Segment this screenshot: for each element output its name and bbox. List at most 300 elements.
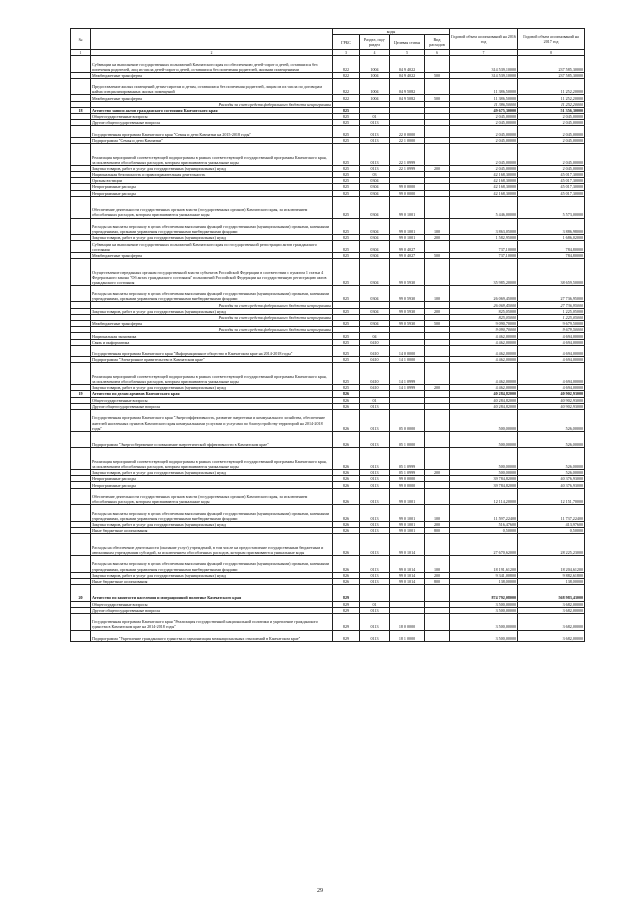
cell-amount-2017: 3 886,98000 (518, 218, 585, 235)
cell-razdel: 1004 (360, 56, 390, 73)
cell-razdel: 0113 (360, 165, 390, 171)
cell-razdel: 0410 (360, 385, 390, 391)
cell-razdel: 0410 (360, 339, 390, 345)
row-number (71, 630, 91, 641)
cell-amount-2016: 825,05000 (450, 308, 518, 314)
cell-expense-type: 100 (425, 556, 450, 573)
table-row (71, 241, 585, 252)
cell-amount-2017: 2 045,00000 (518, 165, 585, 171)
cell-razdel: 0113 (360, 578, 390, 584)
cell-amount-2016: 11 386,50000 (450, 101, 518, 107)
cell-grbs: 826 (333, 572, 360, 578)
cell-razdel: 1004 (360, 78, 390, 95)
cell-razdel: 01 (360, 114, 390, 120)
cell-razdel: 0113 (360, 476, 390, 482)
cell-razdel: 0304 (360, 178, 390, 184)
header-grbs: ГРБС (333, 35, 360, 50)
cell-amount-2016: 3 863,05000 (450, 218, 518, 235)
cell-amount-2016: 4 462,00000 (450, 363, 518, 385)
cell-grbs: 825 (333, 165, 360, 171)
cell-amount-2016: 737,10000 (450, 252, 518, 258)
cell-razdel: 0113 (360, 431, 390, 448)
cell-grbs: 826 (333, 578, 360, 584)
cell-razdel: 01 (360, 397, 390, 403)
row-name: Другие общегосударственные вопросы (91, 403, 333, 409)
cell-amount-2016: 27 670,62000 (450, 534, 518, 556)
cell-target-article: 04 9 5082 (390, 95, 425, 101)
cell-razdel: 0304 (360, 241, 390, 252)
cell-grbs: 825 (333, 235, 360, 241)
row-name: Непрограммные расходы (91, 482, 333, 488)
cell-grbs: 822 (333, 72, 360, 78)
cell-expense-type (425, 363, 450, 385)
row-number (71, 448, 91, 470)
cell-grbs: 825 (333, 339, 360, 345)
cell-grbs: 825 (333, 120, 360, 126)
row-name: Иные бюджетные ассигнования (91, 578, 333, 584)
cell-amount-2016: 3 500,00000 (450, 613, 518, 630)
cell-expense-type: 500 (425, 95, 450, 101)
cell-amount-2017: 237 585,30000 (518, 72, 585, 78)
row-name: Иные бюджетные ассигнования (91, 528, 333, 534)
cell-amount-2016: 2 045,00000 (450, 120, 518, 126)
cell-amount-2016: 12 114,20000 (450, 488, 518, 505)
col-number: 2 (91, 50, 333, 56)
cell-grbs: 826 (333, 470, 360, 476)
cell-amount-2017: 2 045,00000 (518, 114, 585, 120)
table-row (71, 78, 585, 95)
table-row (71, 56, 585, 73)
cell-razdel: 1004 (360, 72, 390, 78)
cell-razdel: 0113 (360, 528, 390, 534)
table-row (71, 448, 585, 470)
cell-grbs: 822 (333, 95, 360, 101)
row-name: Непрограммные расходы (91, 190, 333, 196)
cell-amount-2017: 4 694,00000 (518, 339, 585, 345)
cell-amount-2016: 11 386,50000 (450, 95, 518, 101)
cell-target-article: 22 0 0000 (390, 126, 425, 137)
cell-amount-2017: 526,00000 (518, 431, 585, 448)
cell-target-article: 14 1 0999 (390, 363, 425, 385)
row-name: Государственная программа Камчатского края "Семья и дети Камчатки на 2015-2018 годы" (91, 126, 333, 137)
cell-razdel: 0113 (360, 126, 390, 137)
cell-target-article: 22 1 0000 (390, 137, 425, 143)
cell-amount-2017: 11 252,20000 (518, 78, 585, 95)
cell-amount-2017: 4 694,00000 (518, 363, 585, 385)
cell-target-article: 99 0 0000 (390, 190, 425, 196)
row-number (71, 556, 91, 573)
cell-grbs: 825 (333, 184, 360, 190)
cell-amount-2017: 4 694,00000 (518, 345, 585, 356)
cell-grbs: 825 (333, 143, 360, 165)
cell-amount-2016: 35 985,20000 (450, 258, 518, 285)
cell-grbs: 826 (333, 391, 360, 397)
cell-razdel: 0113 (360, 143, 390, 165)
cell-target-article: 99 0 1014 (390, 534, 425, 556)
cell-amount-2017: 51 356,30000 (518, 107, 585, 113)
table-row (71, 431, 585, 448)
cell-target-article: 05 1 0000 (390, 431, 425, 448)
cell-target-article: 99 0 0000 (390, 482, 425, 488)
cell-amount-2016: 2 045,00000 (450, 114, 518, 120)
cell-grbs: 826 (333, 482, 360, 488)
cell-expense-type (425, 78, 450, 95)
row-name: Обеспечение деятельности государственных органов власти (государственных органов) Камчатского края, за исключением обособленных расходов, которым присваиваются уникальные коды (91, 196, 333, 218)
cell-amount-2016: 40 284,82000 (450, 391, 518, 397)
cell-grbs: 826 (333, 556, 360, 573)
cell-amount-2016: 500,00000 (450, 470, 518, 476)
col-number: 5 (390, 50, 425, 56)
header-vr: Вид расходов (425, 35, 450, 50)
cell-razdel: 0410 (360, 345, 390, 356)
cell-grbs: 825 (333, 357, 360, 363)
cell-razdel: 0304 (360, 308, 390, 314)
row-name: Непрограммные расходы (91, 184, 333, 190)
cell-razdel: 0113 (360, 521, 390, 527)
cell-amount-2017: 1 225,05000 (518, 314, 585, 320)
cell-razdel: 04 (360, 333, 390, 339)
cell-grbs: 826 (333, 448, 360, 470)
cell-amount-2017: 45 017,30000 (518, 178, 585, 184)
cell-expense-type: 100 (425, 505, 450, 522)
row-name: Национальная экономика (91, 333, 333, 339)
row-number (71, 241, 91, 252)
cell-amount-2016: 42 168,30000 (450, 190, 518, 196)
cell-expense-type (425, 613, 450, 630)
cell-grbs: 829 (333, 630, 360, 641)
cell-razdel: 0113 (360, 505, 390, 522)
cell-grbs: 822 (333, 56, 360, 73)
col-number: 7 (450, 50, 518, 56)
cell-amount-2017: 0,50000 (518, 528, 585, 534)
table-row (71, 126, 585, 137)
cell-expense-type (425, 126, 450, 137)
row-number (71, 409, 91, 431)
cell-razdel: 0113 (360, 137, 390, 143)
cell-grbs: 825 (333, 321, 360, 327)
row-name: Межбюджетные трансферты (91, 321, 333, 327)
cell-razdel: 0304 (360, 196, 390, 218)
cell-amount-2016: 500,00000 (450, 448, 518, 470)
cell-razdel: 0304 (360, 321, 390, 327)
cell-amount-2017: 11 252,20000 (518, 95, 585, 101)
cell-grbs: 825 (333, 241, 360, 252)
cell-target-article: 99 0 1001 (390, 521, 425, 527)
cell-amount-2017: 526,00000 (518, 470, 585, 476)
cell-amount-2016: 11 386,50000 (450, 78, 518, 95)
cell-amount-2017: 9 679,50000 (518, 327, 585, 333)
cell-expense-type (425, 258, 450, 285)
cell-grbs: 825 (333, 285, 360, 302)
cell-razdel: 0113 (360, 630, 390, 641)
cell-amount-2017: 3 682,00000 (518, 601, 585, 607)
cell-expense-type (425, 488, 450, 505)
cell-target-article: 99 0 5930 (390, 258, 425, 285)
row-name: Закупка товаров, работ и услуг для государственных (муниципальных) нужд (91, 308, 333, 314)
row-name: Государственная программа Камчатского края "Информационное общество в Камчатском крае на 2014-2018 годы" (91, 345, 333, 356)
cell-grbs: 825 (333, 252, 360, 258)
header-razdel: Раздел, под-раздел (360, 35, 390, 50)
cell-amount-2016: 42 168,30000 (450, 171, 518, 177)
table-row (71, 613, 585, 630)
cell-grbs: 825 (333, 363, 360, 385)
row-number (71, 505, 91, 522)
cell-amount-2016: 2 045,00000 (450, 143, 518, 165)
cell-target-article: 99 0 1001 (390, 196, 425, 218)
cell-expense-type (425, 409, 450, 431)
row-name: Подпрограмма "Электронное правительство в Камчатском крае" (91, 357, 333, 363)
cell-target-article (390, 584, 425, 601)
row-name: Предоставление жилых помещений детям-сиротам и детям, оставшимся без попечения родителей, лицам из их числа по договорам найма специализированных жилых помещений (91, 78, 333, 95)
row-name: Подпрограмма "Энергосбережение и повышение энергетической эффективности в Камчатском крае" (91, 431, 333, 448)
row-name: Закупка товаров, работ и услуг для государственных (муниципальных) нужд (91, 470, 333, 476)
header-cs: Целевая статья (390, 35, 425, 50)
cell-target-article: 99 0 1001 (390, 528, 425, 534)
cell-amount-2017: 38 659,50000 (518, 258, 585, 285)
cell-expense-type: 200 (425, 470, 450, 476)
cell-razdel: 0113 (360, 607, 390, 613)
row-name: Осуществление переданных органам государственной власти субъектов Российской Федерации в соответствии с пунктом 1 статьи 4 Федерального закона "Об актах гражданского состояния" полномочий Российской Федерации на государственную регистрацию актов гражданского состояния (91, 258, 333, 285)
table-row (71, 345, 585, 356)
cell-target-article: 14 1 0999 (390, 385, 425, 391)
row-name: Органы юстиции (91, 178, 333, 184)
cell-razdel: 0113 (360, 120, 390, 126)
row-name: Общегосударственные вопросы (91, 397, 333, 403)
row-name: Субвенции на выполнение государственных полномочий Камчатского края по обеспечению детей-сирот и детей, оставшихся без попечения родителей, лиц из числа детей-сирот и детей, оставшихся без попечения родителей, жилыми помещениями (91, 56, 333, 73)
cell-target-article: 99 0 1001 (390, 218, 425, 235)
row-name: Агентство по занятости населения и миграционной политике Камчатского края (91, 584, 333, 601)
row-name: Реализация мероприятий соответствующей подпрограммы в рамках соответствующей государственной программы Камчатского края, за исключением обособленных расходов, которым присваиваются уникальные коды (91, 448, 333, 470)
cell-target-article: 99 0 1001 (390, 488, 425, 505)
cell-target-article: 99 0 0000 (390, 476, 425, 482)
cell-amount-2016: 825,05000 (450, 314, 518, 320)
cell-grbs: 826 (333, 488, 360, 505)
row-name: Закупка товаров, работ и услуг для государственных (муниципальных) нужд (91, 572, 333, 578)
row-name: Закупка товаров, работ и услуг для государственных (муниципальных) нужд (91, 385, 333, 391)
row-name: Национальная безопасность и правоохранительная деятельность (91, 171, 333, 177)
cell-amount-2017: 12 151,70000 (518, 488, 585, 505)
cell-razdel: 0304 (360, 184, 390, 190)
cell-target-article: 22 1 0999 (390, 165, 425, 171)
cell-razdel: 0410 (360, 363, 390, 385)
cell-amount-2017: 45 017,30000 (518, 171, 585, 177)
row-name: Государственная программа Камчатского края "Энергоэффективность, развитие энергетики и коммунального хозяйства, обеспечение жителей населенных пунктов Камчатского края коммунальными услугами и услугами по благоустройству территорий на 2014-2018 годы" (91, 409, 333, 431)
cell-grbs: 825 (333, 196, 360, 218)
cell-razdel: 0410 (360, 357, 390, 363)
cell-target-article: 14 0 0000 (390, 345, 425, 356)
cell-grbs: 826 (333, 505, 360, 522)
cell-amount-2016: 40 284,82000 (450, 397, 518, 403)
cell-amount-2016: 9 341,00800 (450, 572, 518, 578)
table-body (71, 56, 585, 642)
cell-target-article: 99 0 4027 (390, 252, 425, 258)
cell-grbs: 825 (333, 178, 360, 184)
table-row (71, 409, 585, 431)
cell-expense-type: 500 (425, 252, 450, 258)
cell-grbs: 825 (333, 190, 360, 196)
row-number: 18 (71, 107, 91, 113)
cell-amount-2016: 26 069,45000 (450, 285, 518, 302)
cell-amount-2016: 3 500,00000 (450, 630, 518, 641)
cell-amount-2017: 2 045,00000 (518, 120, 585, 126)
row-name: Закупка товаров, работ и услуг для государственных (муниципальных) нужд (91, 165, 333, 171)
cell-amount-2016: 4 462,00000 (450, 339, 518, 345)
cell-amount-2017: 45 017,30000 (518, 184, 585, 190)
cell-expense-type (425, 431, 450, 448)
header-2017: Годовой объем ассигнований на 2017 год (518, 29, 585, 50)
cell-amount-2017: 138,00000 (518, 578, 585, 584)
cell-expense-type (425, 56, 450, 73)
row-number: 20 (71, 584, 91, 601)
cell-amount-2016: 314 539,10000 (450, 56, 518, 73)
cell-amount-2017: 2 045,00000 (518, 126, 585, 137)
row-name: Межбюджетные трансферты (91, 252, 333, 258)
cell-amount-2017: 40 902,93000 (518, 397, 585, 403)
row-name: Расходы за счет средств федерального бюджета неирограммы (91, 101, 333, 107)
cell-amount-2016: 49 675,30000 (450, 107, 518, 113)
cell-razdel: 0304 (360, 218, 390, 235)
cell-expense-type: 200 (425, 521, 450, 527)
row-number (71, 431, 91, 448)
cell-razdel: 0304 (360, 252, 390, 258)
cell-expense-type (425, 345, 450, 356)
row-name: Расходы на выплаты персоналу в целях обеспечения выполнения функций государственными (муниципальными) органами, казенными учреждениями, органами управления государственными внебюджетными фондами (91, 285, 333, 302)
row-number (71, 78, 91, 95)
cell-grbs: 826 (333, 521, 360, 527)
cell-expense-type (425, 143, 450, 165)
cell-target-article: 14 1 0000 (390, 357, 425, 363)
table-row (71, 363, 585, 385)
col-number: 4 (360, 50, 390, 56)
cell-amount-2016: 737,10000 (450, 241, 518, 252)
cell-amount-2017: 237 585,30000 (518, 56, 585, 73)
cell-expense-type (425, 630, 450, 641)
row-name: Расходы за счет средств федерального бюджета непрограммы (91, 314, 333, 320)
col-number: 3 (333, 50, 360, 56)
cell-target-article: 99 0 5930 (390, 321, 425, 327)
cell-amount-2016: 3 500,00000 (450, 601, 518, 607)
cell-target-article: 99 0 1001 (390, 505, 425, 522)
cell-razdel: 0113 (360, 613, 390, 630)
row-name: Расходы на выплаты персоналу в целях обеспечения выполнения функций государственными (муниципальными) органами, казенными учреждениями, органами управления государственными внебюджетными фондами (91, 556, 333, 573)
table-row (71, 488, 585, 505)
cell-amount-2017: 2 045,00000 (518, 143, 585, 165)
cell-razdel: 0304 (360, 190, 390, 196)
cell-amount-2017: 40 902,93000 (518, 391, 585, 397)
cell-razdel: 0113 (360, 470, 390, 476)
cell-target-article: 99 0 5930 (390, 285, 425, 302)
cell-grbs: 825 (333, 114, 360, 120)
row-name: Субвенции на выполнение государственных полномочий Камчатского края по государственной регистрации актов гражданского состояния (91, 241, 333, 252)
table-row (71, 534, 585, 556)
row-number (71, 143, 91, 165)
row-name: Расходы за счет средств федерального бюджета непрограммы (91, 302, 333, 308)
cell-expense-type: 200 (425, 165, 450, 171)
row-name: Связь и информатика (91, 339, 333, 345)
row-name: Подпрограмма "Семья и дети Камчатки" (91, 137, 333, 143)
header-name (91, 29, 333, 50)
cell-grbs: 829 (333, 613, 360, 630)
cell-expense-type (425, 534, 450, 556)
cell-target-article: 04 9 4022 (390, 72, 425, 78)
cell-target-article: 18 0 0000 (390, 613, 425, 630)
table-row (71, 584, 585, 601)
header-codes: коды (333, 29, 450, 35)
row-number (71, 258, 91, 285)
cell-target-article: 05 0 0000 (390, 409, 425, 431)
cell-razdel: 0113 (360, 572, 390, 578)
row-name: Подпрограмма "Укрепление гражданского единства и гармонизация межнациональных отношений в Камчатском крае" (91, 630, 333, 641)
cell-amount-2016: 11 597,22400 (450, 505, 518, 522)
row-name: Закупка товаров, работ и услуг для государственных (муниципальных) нужд (91, 521, 333, 527)
cell-grbs: 825 (333, 345, 360, 356)
row-name: Непрограммные расходы (91, 476, 333, 482)
cell-grbs: 826 (333, 431, 360, 448)
cell-expense-type: 200 (425, 572, 450, 578)
cell-grbs: 826 (333, 409, 360, 431)
cell-amount-2016: 314 539,10000 (450, 72, 518, 78)
col-number: 8 (518, 50, 585, 56)
cell-amount-2017: 413,97600 (518, 521, 585, 527)
cell-amount-2017: 2 045,00000 (518, 137, 585, 143)
cell-grbs: 829 (333, 607, 360, 613)
table-row (71, 258, 585, 285)
row-number (71, 196, 91, 218)
cell-grbs: 825 (333, 308, 360, 314)
cell-amount-2017: 4 694,00000 (518, 357, 585, 363)
cell-razdel: 0304 (360, 235, 390, 241)
cell-expense-type: 800 (425, 578, 450, 584)
cell-amount-2016: 1 582,95000 (450, 235, 518, 241)
cell-razdel: 0113 (360, 488, 390, 505)
cell-expense-type: 200 (425, 308, 450, 314)
cell-grbs: 825 (333, 137, 360, 143)
cell-expense-type (425, 196, 450, 218)
cell-target-article: 99 0 0000 (390, 184, 425, 190)
cell-razdel: 0113 (360, 482, 390, 488)
cell-razdel: 1004 (360, 95, 390, 101)
page-number: 29 (317, 888, 323, 894)
cell-amount-2017: 5 573,00000 (518, 196, 585, 218)
cell-amount-2016: 5 446,00000 (450, 196, 518, 218)
cell-amount-2016: 18 191,61200 (450, 556, 518, 573)
cell-grbs: 825 (333, 171, 360, 177)
cell-grbs: 826 (333, 403, 360, 409)
row-number (71, 488, 91, 505)
cell-grbs: 829 (333, 584, 360, 601)
table-row (71, 218, 585, 235)
cell-target-article: 99 0 1014 (390, 572, 425, 578)
row-number (71, 126, 91, 137)
cell-grbs: 826 (333, 476, 360, 482)
cell-amount-2016: 516,47600 (450, 521, 518, 527)
row-name: Межбюджетные трансферты (91, 72, 333, 78)
cell-target-article: 99 0 1014 (390, 578, 425, 584)
cell-amount-2016: 26 069,45000 (450, 302, 518, 308)
row-name: Расходы на выплаты персоналу в целях обеспечения выполнения функций государственными (муниципальными) органами, казенными учреждениями, органами управления государственными внебюджетными фондами (91, 505, 333, 522)
row-name: Межбюджетные трансферты (91, 95, 333, 101)
cell-target-article: 04 9 5082 (390, 78, 425, 95)
header-2016: Годовой объем ассигнований на 2016 год (450, 29, 518, 50)
cell-expense-type: 500 (425, 321, 450, 327)
cell-expense-type: 800 (425, 528, 450, 534)
cell-amount-2016: 500,00000 (450, 409, 518, 431)
row-name: Агентство по делам архивов Камчатского края (91, 391, 333, 397)
cell-amount-2017: 11 737,22400 (518, 505, 585, 522)
cell-expense-type: 200 (425, 385, 450, 391)
table-row (71, 556, 585, 573)
cell-razdel: 0113 (360, 534, 390, 556)
